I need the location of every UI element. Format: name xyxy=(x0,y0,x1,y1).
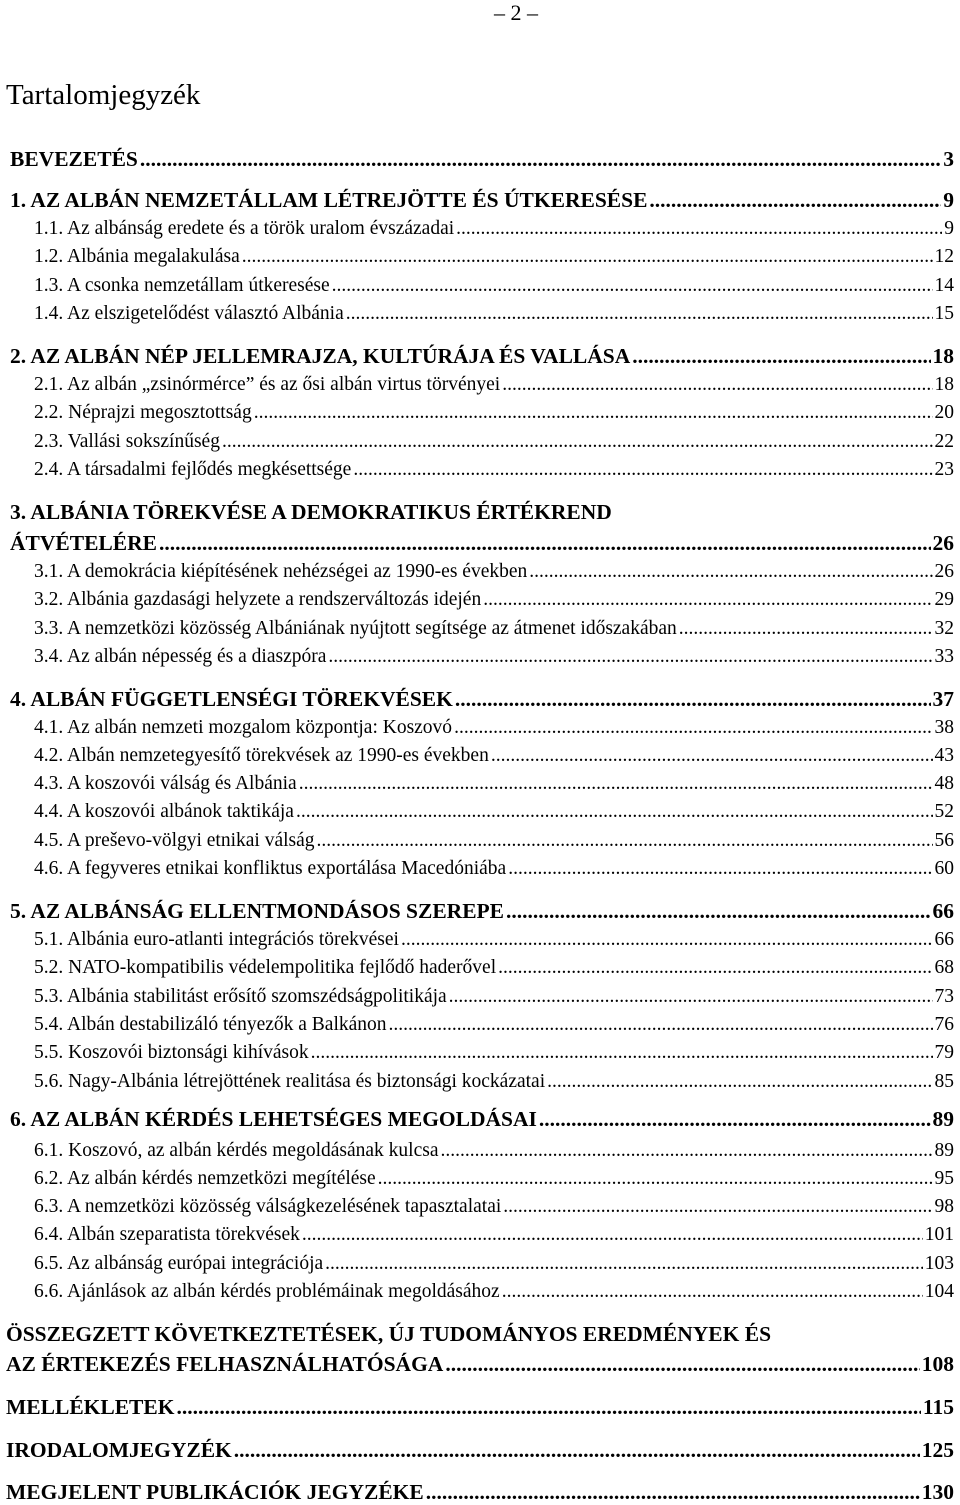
toc-entry-title: 1.3. A csonka nemzetállam útkeresése xyxy=(34,275,330,296)
toc-entry-title: 5.6. Nagy-Albánia létrejöttének realitása és biztonsági kockázatai xyxy=(34,1071,546,1092)
toc-entry-page: 18 xyxy=(932,344,954,368)
toc-entry-summary[interactable] xyxy=(6,1351,954,1377)
toc-entry-page: 48 xyxy=(934,773,954,794)
toc-entry-section-4-5[interactable] xyxy=(34,829,954,853)
toc-entry-page: 85 xyxy=(934,1071,954,1092)
toc-entry-section-2-2[interactable] xyxy=(34,401,954,425)
toc-entry-page: 68 xyxy=(934,957,954,978)
toc-entry-title: 5.4. Albán destabilizáló tényezők a Balkánon xyxy=(34,1014,387,1035)
toc-entry-section-3-2[interactable] xyxy=(34,588,954,612)
toc-entry-title: 6.2. Az albán kérdés nemzetközi megítélése xyxy=(34,1168,376,1189)
toc-entry-section-4-6[interactable] xyxy=(34,857,954,881)
toc-entry-page: 101 xyxy=(924,1224,954,1245)
toc-entry-section-2-1[interactable] xyxy=(34,373,954,397)
toc-entry-title: 1.1. Az albánság eredete és a török uralom évszázadai xyxy=(34,218,455,239)
toc-entry-page: 125 xyxy=(921,1438,954,1462)
toc-entry-page: 52 xyxy=(934,801,954,822)
toc-entry-title: 6.1. Koszovó, az albán kérdés megoldásának kulcsa xyxy=(34,1140,439,1161)
toc-entry-page: 26 xyxy=(934,561,954,582)
toc-entry-page: 104 xyxy=(924,1281,954,1302)
toc-entry-title: 5.1. Albánia euro-atlanti integrációs törekvései xyxy=(34,929,399,950)
toc-entry-page: 26 xyxy=(932,531,954,555)
toc-entry-title: 4.1. Az albán nemzeti mozgalom központja: Koszovó xyxy=(34,717,453,738)
toc-entry-title: 3.4. Az albán népesség és a diaszpóra xyxy=(34,646,327,667)
toc-entry-chapter-1[interactable] xyxy=(10,187,954,213)
toc-entry-title: 4.6. A fegyveres etnikai konfliktus exportálása Macedóniába xyxy=(34,858,507,879)
toc-entry-title: 6.3. A nemzetközi közösség válságkezelésének tapasztalatai xyxy=(34,1196,502,1217)
toc-entry-chapter-2[interactable] xyxy=(10,343,954,369)
toc-entry-title: ÁTVÉTELÉRE xyxy=(10,531,157,555)
toc-entry-page: 115 xyxy=(922,1395,954,1419)
toc-entry-section-1-1[interactable] xyxy=(34,217,954,241)
toc-entry-page: 79 xyxy=(934,1042,954,1063)
toc-entry-title: 1. AZ ALBÁN NEMZETÁLLAM LÉTREJÖTTE ÉS ÚTKERESÉSE xyxy=(10,188,648,212)
toc-entry-title: 4.5. A preševo-völgyi etnikai válság xyxy=(34,830,315,851)
toc-entry-page: 130 xyxy=(921,1480,954,1504)
toc-entry-title: 1.2. Albánia megalakulása xyxy=(34,246,240,267)
toc-entry-section-3-1[interactable] xyxy=(34,560,954,584)
toc-entry-title: 2.3. Vallási sokszínűség xyxy=(34,431,220,452)
toc-entry-section-4-1[interactable] xyxy=(34,716,954,740)
toc-entry-page: 89 xyxy=(932,1107,954,1131)
toc-entry-page: 73 xyxy=(934,986,954,1007)
toc-entry-title: 5.5. Koszovói biztonsági kihívások xyxy=(34,1042,309,1063)
toc-entry-summary-line-1[interactable]: ÖSSZEGZETT KÖVETKEZTETÉSEK, ÚJ TUDOMÁNYOS EREDMÉNYEK ÉS xyxy=(6,1322,772,1346)
toc-entry-page: 43 xyxy=(934,745,954,766)
toc-entry-page: 98 xyxy=(934,1196,954,1217)
toc-entry-page: 18 xyxy=(934,374,954,395)
toc-entry-section-5-2[interactable] xyxy=(34,956,954,980)
toc-entry-title: 4.4. A koszovói albánok taktikája xyxy=(34,801,294,822)
toc-entry-page: 60 xyxy=(934,858,954,879)
toc-entry-title: 6.6. Ajánlások az albán kérdés problémáinak megoldásához xyxy=(34,1281,500,1302)
toc-entry-section-6-5[interactable] xyxy=(34,1252,954,1276)
toc-entry-section-1-4[interactable] xyxy=(34,302,954,326)
toc-entry-chapter-5[interactable] xyxy=(10,898,954,924)
toc-entry-title: 6.5. Az albánság európai integrációja xyxy=(34,1253,324,1274)
toc-entry-page: 89 xyxy=(934,1140,954,1161)
toc-entry-page: 22 xyxy=(934,431,954,452)
toc-entry-title: 5. AZ ALBÁNSÁG ELLENTMONDÁSOS SZEREPE xyxy=(10,899,505,923)
toc-entry-section-2-4[interactable] xyxy=(34,458,954,482)
toc-entry-title: 4.2. Albán nemzetegyesítő törekvések az 1990-es években xyxy=(34,745,489,766)
toc-entry-chapter-6[interactable] xyxy=(10,1106,954,1132)
page-number: – 2 – xyxy=(494,0,538,25)
toc-entry-section-5-3[interactable] xyxy=(34,985,954,1009)
toc-entry-title: MELLÉKLETEK xyxy=(6,1395,175,1419)
toc-entry-section-3-3[interactable] xyxy=(34,617,954,641)
toc-entry-title: 3.1. A demokrácia kiépítésének nehézségei az 1990-es években xyxy=(34,561,528,582)
toc-entry-section-4-2[interactable] xyxy=(34,744,954,768)
toc-entry-page: 29 xyxy=(934,589,954,610)
toc-entry-title: 5.2. NATO-kompatibilis védelempolitika fejlődő haderővel xyxy=(34,957,497,978)
toc-entry-title: 3.3. A nemzetközi közösség Albániának nyújtott segítsége az átmenet időszakában xyxy=(34,618,677,639)
toc-entry-title: 1.4. Az elszigetelődést választó Albánia xyxy=(34,303,344,324)
toc-entry-title: 2.4. A társadalmi fejlődés megkésettsége xyxy=(34,459,352,480)
page-title: Tartalomjegyzék xyxy=(6,79,201,111)
toc-entry-page: 33 xyxy=(934,646,954,667)
toc-entry-page: 95 xyxy=(934,1168,954,1189)
toc-entry-title: 4.3. A koszovói válság és Albánia xyxy=(34,773,297,794)
toc-entry-section-6-3[interactable] xyxy=(34,1195,954,1219)
toc-entry-page: 103 xyxy=(924,1253,954,1274)
toc-entry-mellekletek[interactable] xyxy=(6,1394,954,1420)
toc-entry-page: 56 xyxy=(934,830,954,851)
toc-entry-section-4-3[interactable] xyxy=(34,772,954,796)
toc-entry-page: 76 xyxy=(934,1014,954,1035)
toc-entry-page: 108 xyxy=(921,1352,954,1376)
toc-entry-section-5-4[interactable] xyxy=(34,1013,954,1037)
toc-entry-title: 2. AZ ALBÁN NÉP JELLEMRAJZA, KULTÚRÁJA ÉS VALLÁSA xyxy=(10,344,631,368)
toc-entry-page: 14 xyxy=(934,275,954,296)
toc-entry-publikaciok[interactable] xyxy=(6,1479,954,1505)
toc-entry-title: 6. AZ ALBÁN KÉRDÉS LEHETSÉGES MEGOLDÁSAI xyxy=(10,1107,537,1131)
toc-entry-page: 38 xyxy=(934,717,954,738)
toc-entry-page: 32 xyxy=(934,618,954,639)
toc-entry-title: IRODALOMJEGYZÉK xyxy=(6,1438,232,1462)
toc-entry-section-1-2[interactable] xyxy=(34,245,954,269)
toc-entry-section-6-4[interactable] xyxy=(34,1223,954,1247)
toc-entry-page: 12 xyxy=(934,246,954,267)
toc-entry-page: 66 xyxy=(932,899,954,923)
toc-entry-page: 66 xyxy=(934,929,954,950)
toc-entry-section-5-5[interactable] xyxy=(34,1041,954,1065)
toc-entry-section-6-1[interactable] xyxy=(34,1139,954,1163)
toc-entry-page: 15 xyxy=(934,303,954,324)
toc-entry-page: 9 xyxy=(943,188,954,212)
toc-entry-page: 9 xyxy=(944,218,954,239)
toc-entry-chapter-4[interactable] xyxy=(10,686,954,712)
toc-entry-title: 3.2. Albánia gazdasági helyzete a rendszerváltozás idején xyxy=(34,589,482,610)
toc-entry-title: AZ ÉRTEKEZÉS FELHASZNÁLHATÓSÁGA xyxy=(6,1352,444,1376)
toc-entry-irodalomjegyzek[interactable] xyxy=(6,1437,954,1463)
toc-entry-title: BEVEZETÉS xyxy=(10,147,138,171)
toc-entry-bevezetes[interactable] xyxy=(10,146,954,172)
toc-entry-section-5-6[interactable] xyxy=(34,1070,954,1094)
toc-entry-title: 6.4. Albán szeparatista törekvések xyxy=(34,1224,300,1245)
toc-entry-title: MEGJELENT PUBLIKÁCIÓK JEGYZÉKE xyxy=(6,1480,424,1504)
toc-entry-title: 4. ALBÁN FÜGGETLENSÉGI TÖREKVÉSEK xyxy=(10,687,453,711)
toc-entry-section-6-2[interactable] xyxy=(34,1167,954,1191)
toc-entry-section-6-6[interactable] xyxy=(34,1280,954,1304)
toc-entry-title: 2.2. Néprajzi megosztottság xyxy=(34,402,252,423)
toc-entry-section-3-4[interactable] xyxy=(34,645,954,669)
toc-entry-chapter-3-line-1[interactable]: 3. ALBÁNIA TÖREKVÉSE A DEMOKRATIKUS ÉRTÉKREND xyxy=(10,500,612,524)
toc-entry-page: 23 xyxy=(934,459,954,480)
toc-entry-title: 5.3. Albánia stabilitást erősítő szomszédságpolitikája xyxy=(34,986,447,1007)
toc-entry-section-2-3[interactable] xyxy=(34,430,954,454)
toc-entry-section-1-3[interactable] xyxy=(34,274,954,298)
toc-entry-title: 2.1. Az albán „zsinórmérce” és az ősi albán virtus törvényei xyxy=(34,374,501,395)
toc-entry-section-4-4[interactable] xyxy=(34,800,954,824)
toc-entry-chapter-3[interactable] xyxy=(10,530,954,556)
toc-entry-page: 3 xyxy=(943,147,954,171)
toc-entry-page: 37 xyxy=(932,687,954,711)
toc-entry-section-5-1[interactable] xyxy=(34,928,954,952)
toc-entry-page: 20 xyxy=(934,402,954,423)
